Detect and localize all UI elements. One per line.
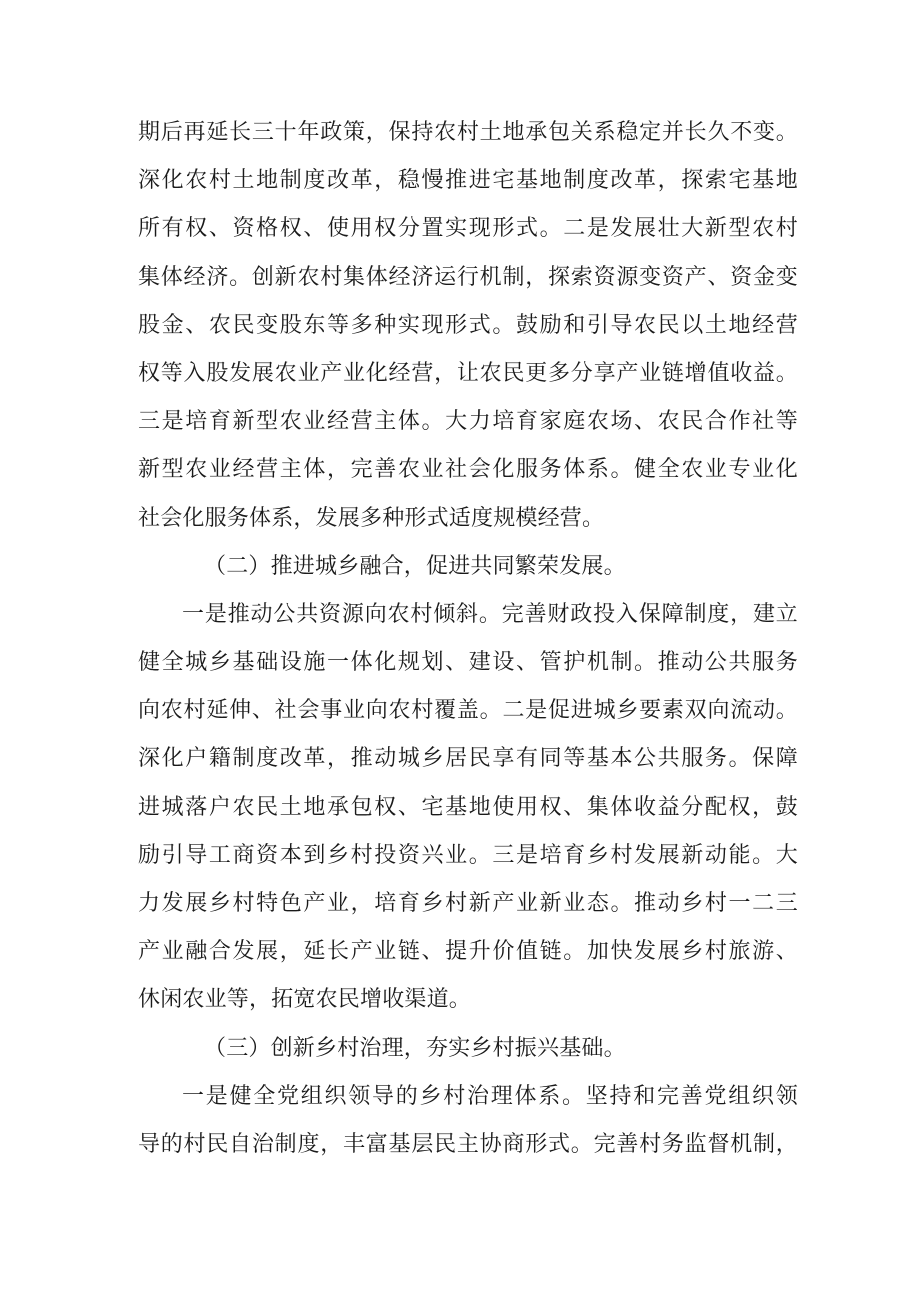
text-line: 休闲农业等，拓宽农民增收渠道。 — [138, 987, 472, 1013]
text-line: 向农村延伸、社会事业向农村覆盖。二是促进城乡要素双向流动。 — [138, 698, 798, 724]
text-line: 集体经济。创新农村集体经济运行机制，探索资源变资产、资金变 — [138, 264, 798, 290]
document-body — [138, 109, 798, 1169]
text-line: 社会化服务体系，发展多种形式适度规模经营。 — [138, 505, 605, 531]
section-heading: （三）创新乡村治理，夯实乡村振兴基础。 — [204, 1035, 626, 1061]
text-line: 一是健全党组织领导的乡村治理体系。坚持和完善党组织领 — [182, 1083, 798, 1109]
text-line: 进城落户农民土地承包权、宅基地使用权、集体收益分配权，鼓 — [138, 794, 798, 820]
text-line: 励引导工商资本到乡村投资兴业。三是培育乡村发展新动能。大 — [138, 842, 798, 868]
text-line: 深化户籍制度改革，推动城乡居民享有同等基本公共服务。保障 — [138, 746, 798, 772]
section-heading: （二）推进城乡融合，促进共同繁荣发展。 — [204, 553, 626, 579]
text-line: 一是推动公共资源向农村倾斜。完善财政投入保障制度，建立 — [182, 601, 798, 627]
text-line: 股金、农民变股东等多种实现形式。鼓励和引导农民以土地经营 — [138, 312, 798, 338]
text-line: 导的村民自治制度，丰富基层民主协商形式。完善村务监督机制， — [138, 1131, 798, 1157]
text-line: 三是培育新型农业经营主体。大力培育家庭农场、农民合作社等 — [138, 409, 798, 435]
text-line: 所有权、资格权、使用权分置实现形式。二是发展壮大新型农村 — [138, 216, 798, 242]
text-line: 健全城乡基础设施一体化规划、建设、管护机制。推动公共服务 — [138, 650, 798, 676]
text-line: 深化农村土地制度改革，稳慢推进宅基地制度改革，探索宅基地 — [138, 168, 798, 194]
text-line: 新型农业经营主体，完善农业社会化服务体系。健全农业专业化 — [138, 457, 798, 483]
text-line: 期后再延长三十年政策，保持农村土地承包关系稳定并长久不变。 — [138, 120, 798, 145]
text-line: 产业融合发展，延长产业链、提升价值链。加快发展乡村旅游、 — [138, 939, 798, 965]
text-line: 力发展乡村特色产业，培育乡村新产业新业态。推动乡村一二三 — [138, 891, 798, 916]
text-line: 权等入股发展农业产业化经营，让农民更多分享产业链增值收益。 — [138, 360, 798, 386]
